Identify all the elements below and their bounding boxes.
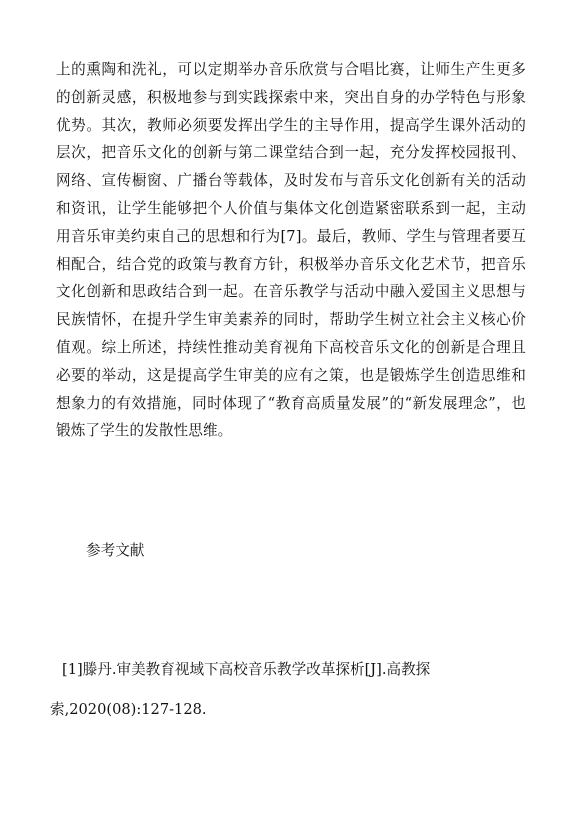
reference-line-1: [1]滕丹.审美教育视域下高校音乐教学改革探析[J].高教探 [62, 661, 431, 678]
references-heading: 参考文献 [86, 542, 145, 559]
body-paragraph: 上的熏陶和洗礼，可以定期举办音乐欣赏与合唱比赛，让师生产生更多的创新灵感，积极地参与到实践探索中来，突出自身的办学特色与形象优势。其次，教师必须要发挥出学生的主导作用，提高学生课外活动的层次，把音乐文化的创新与第二课堂结合到一起，充分发挥校园报刊、网络、宣传橱窗、广播台等载体，及时发布与音乐文化创新有关的活动和资讯，让学生能够把个人价值与集体文化创造紧密联系到一起，主动用音乐审美约束自己的思想和行为[7]。最后，教师、学生与管理者要互相配合，结合党的政策与教育方针，积极举办音乐文化艺术节，把音乐文化创新和思政结合到一起。在音乐教学与活动中融入爱国主义思想与民族情怀，在提升学生审美素养的同时，帮助学生树立社会主义核心价值观。综上所述，持续性推动美育视角下高校音乐文化的创新是合理且必要的举动，这是提高学生审美的应有之策，也是锻炼学生创造思维和想象力的有效措施，同时体现了“教育高质量发展”的“新发展理念”，也锻炼了学生的发散性思维。 [56, 61, 526, 440]
reference-line-2: 索,2020(08):127-128. [50, 701, 207, 718]
reference-item [50, 650, 526, 730]
